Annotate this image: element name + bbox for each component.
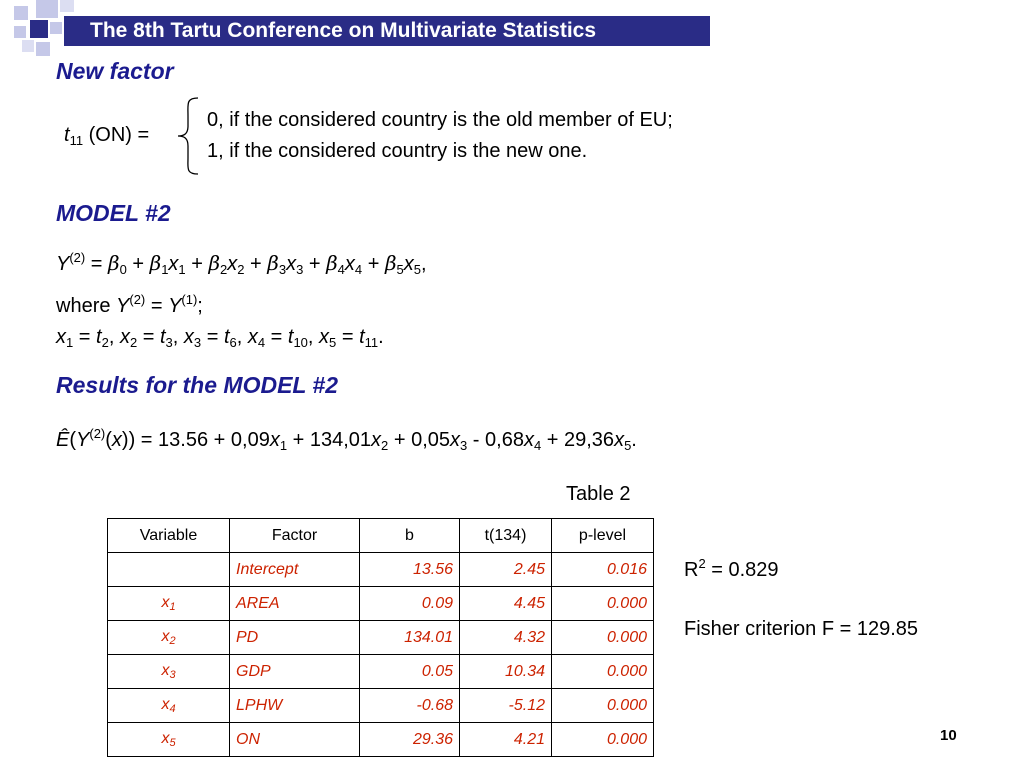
- cell-variable: $x_2$: [108, 621, 230, 655]
- cell-b: 0.09: [360, 587, 460, 621]
- coef-x4: 0,68: [485, 429, 524, 451]
- coef-x2: 134,01: [309, 429, 372, 451]
- deco-square: [30, 20, 48, 38]
- t-symbol: t: [64, 124, 70, 146]
- on-label: (ON) =: [83, 124, 150, 146]
- cell-b: 0.05: [360, 655, 460, 689]
- table-row: [108, 587, 654, 621]
- cell-t: -5.12: [460, 689, 552, 723]
- cell-p: 0.000: [552, 689, 654, 723]
- cell-factor: LPHW: [230, 689, 360, 723]
- t-subscript: 11: [69, 133, 84, 148]
- results-title: Results for the MODEL #2: [56, 372, 339, 398]
- cell-b: 29.36: [360, 723, 460, 757]
- deco-square: [14, 26, 26, 38]
- results-equation: $Ê(Y^{(2)}(x)) = 13.56 + 0,09x_1 + 134,01x_2 + 0,05x_3 - 0,68x_4 + 29,36x_5$.: [56, 426, 637, 453]
- table-header-row: [108, 519, 654, 553]
- table-row: [108, 689, 654, 723]
- cell-p: 0.000: [552, 587, 654, 621]
- header-t: t(134): [460, 519, 552, 553]
- page-number: 10: [940, 727, 957, 744]
- cell-factor: Intercept: [230, 553, 360, 587]
- fisher-criterion: Fisher criterion F = 129.85: [684, 618, 918, 640]
- header-factor: Factor: [230, 519, 360, 553]
- cell-t: 2.45: [460, 553, 552, 587]
- table-caption: Table 2: [566, 483, 631, 505]
- new-factor-title: New factor: [56, 58, 174, 84]
- cell-t: 4.21: [460, 723, 552, 757]
- cell-p: 0.000: [552, 723, 654, 757]
- deco-square: [36, 42, 50, 56]
- cell-variable: $x_1$: [108, 587, 230, 621]
- deco-square: [60, 0, 74, 12]
- deco-square: [14, 6, 28, 20]
- case-one: 1, if the considered country is the new one.: [207, 140, 588, 162]
- cell-t: 4.45: [460, 587, 552, 621]
- cell-p: 0.000: [552, 621, 654, 655]
- header-b: b: [360, 519, 460, 553]
- cell-b: 134.01: [360, 621, 460, 655]
- coef-x5: 29,36: [564, 429, 615, 451]
- cell-b: -0.68: [360, 689, 460, 723]
- table-row: [108, 621, 654, 655]
- cell-factor: AREA: [230, 587, 360, 621]
- model2-title: MODEL #2: [56, 200, 171, 226]
- deco-square: [36, 0, 58, 18]
- cell-factor: ON: [230, 723, 360, 757]
- case-zero: 0, if the considered country is the old member of EU;: [207, 109, 673, 131]
- results-table: [107, 518, 654, 757]
- r-squared: $R^2 = 0.829$: [684, 556, 779, 581]
- header-variable: Variable: [108, 519, 230, 553]
- substitution-line: $x_1 = t_2$, $x_2 = t_3$, $x_3 = t_6$, $x_4 = t_{10}$, $x_5 = t_{11}$.: [56, 326, 384, 350]
- cell-p: 0.000: [552, 655, 654, 689]
- deco-square: [22, 40, 34, 52]
- cell-variable: $x_3$: [108, 655, 230, 689]
- coef-x1: 0,09: [230, 429, 270, 451]
- intercept-value: 13.56: [158, 429, 209, 451]
- cell-factor: PD: [230, 621, 360, 655]
- table-row: [108, 723, 654, 757]
- cell-t: 4.32: [460, 621, 552, 655]
- cell-t: 10.34: [460, 655, 552, 689]
- cell-factor: GDP: [230, 655, 360, 689]
- header-p-level: p-level: [552, 519, 654, 553]
- left-brace: [176, 96, 206, 176]
- where-line: where $Y^{(2)} = Y^{(1)}$;: [56, 292, 203, 317]
- y-superscript: (2): [69, 250, 86, 265]
- cell-p: 0.016: [552, 553, 654, 587]
- cell-variable: [108, 553, 230, 587]
- slide-header-title: The 8th Tartu Conference on Multivariate Statistics: [90, 19, 597, 42]
- where-label: where: [56, 295, 117, 317]
- coef-x3: 0,05: [411, 429, 451, 451]
- cell-b: 13.56: [360, 553, 460, 587]
- table-row: [108, 553, 654, 587]
- table-row: [108, 655, 654, 689]
- deco-square: [50, 22, 62, 34]
- cell-variable: $x_4$: [108, 689, 230, 723]
- factor-definition-lhs: [64, 124, 149, 148]
- model2-equation: $Y^{(2)} = \beta_0 + \beta_1x_1 + \beta_2x_2 + \beta_3x_3 + \beta_4x_4 + \beta_5x_5$,: [56, 250, 427, 277]
- cell-variable: $x_5$: [108, 723, 230, 757]
